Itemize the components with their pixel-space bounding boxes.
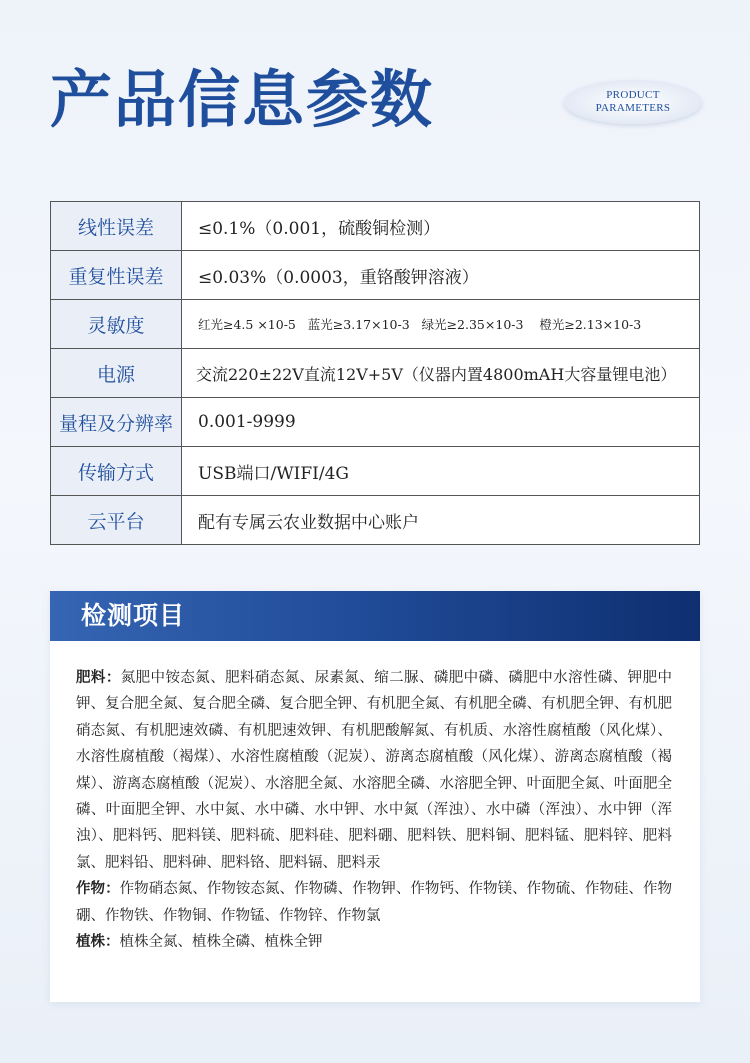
- group-text: 植株全氮、植株全磷、植株全钾: [119, 934, 323, 951]
- param-value: 交流220±22V直流12V+5V（仪器内置4800mAH大容量锂电池）: [182, 349, 700, 398]
- param-label: 量程及分辨率: [51, 398, 182, 447]
- table-row: [51, 496, 700, 545]
- group-label: 作物：: [76, 881, 120, 898]
- param-value: ≤0.1%（0.001，硫酸铜检测）: [182, 202, 700, 251]
- page-title: 产品信息参数: [50, 63, 435, 136]
- table-row: [51, 202, 700, 251]
- param-label: 重复性误差: [51, 251, 182, 300]
- param-value: USB端口/WIFI/4G: [182, 447, 700, 496]
- table-row: [51, 251, 700, 300]
- param-value: 0.001-9999: [182, 398, 700, 447]
- param-value: 配有专属云农业数据中心账户: [182, 496, 700, 545]
- detection-items-panel: [50, 591, 700, 1002]
- param-label: 线性误差: [51, 202, 182, 251]
- table-row: [51, 398, 700, 447]
- group-text: 氮肥中铵态氮、肥料硝态氮、尿素氮、缩二脲、磷肥中磷、磷肥中水溶性磷、钾肥中钾、复合肥全氮、复合肥全磷、复合肥全钾、有机肥全氮、有机肥全磷、有机肥全钾、有机肥硝态氮、有机肥速效磷、有机肥速效钾、有机肥酸解氮、有机质、水溶性腐植酸（风化煤）、水溶性腐植酸（褐煤）、水溶性腐植酸（泥炭）、游离态腐植酸（风化煤）、游离态腐植酸（褐煤）、游离态腐植酸（泥炭）、水溶肥全氮、水溶肥全磷、水溶肥全钾、叶面肥全氮、叶面肥全磷、叶面肥全钾、水中氮、水中磷、水中钾、水中氮（浑浊）、水中磷（浑浊）、水中钾（浑浊）、肥料钙、肥料镁、肥料硫、肥料硅、肥料硼、肥料铁、肥料铜、肥料锰、肥料锌、肥料氯、肥料铅、肥料砷、肥料铬、肥料镉、肥料汞: [76, 670, 673, 871]
- group-text: 作物硝态氮、作物铵态氮、作物磷、作物钾、作物钙、作物镁、作物硫、作物硅、作物硼、作物铁、作物铜、作物锰、作物锌、作物氯: [76, 881, 673, 924]
- detection-group-plant: [76, 929, 672, 955]
- detection-group-crop: [76, 876, 672, 929]
- detection-group-fertilizer: [76, 665, 672, 876]
- param-label: 电源: [51, 349, 182, 398]
- table-row: [51, 349, 700, 398]
- param-label: 传输方式: [51, 447, 182, 496]
- table-row: [51, 447, 700, 496]
- detection-items-body: [50, 641, 700, 955]
- param-label: 灵敏度: [51, 300, 182, 349]
- badge-line-1: PRODUCT: [606, 89, 660, 101]
- badge-line-2: PARAMETERS: [595, 102, 671, 114]
- group-label: 肥料：: [76, 670, 121, 686]
- param-value: ≤0.03%（0.0003，重铬酸钾溶液）: [182, 251, 700, 300]
- product-parameters-badge: [564, 80, 702, 124]
- section-heading: 检测项目: [50, 591, 700, 641]
- param-label: 云平台: [51, 496, 182, 545]
- parameters-table: [50, 201, 700, 545]
- param-value: 红光≥4.5 ×10-5 蓝光≥3.17×10-3 绿光≥2.35×10-3 橙光≥2.13×10-3: [182, 300, 700, 349]
- group-label: 植株：: [76, 934, 120, 951]
- table-row: [51, 300, 700, 349]
